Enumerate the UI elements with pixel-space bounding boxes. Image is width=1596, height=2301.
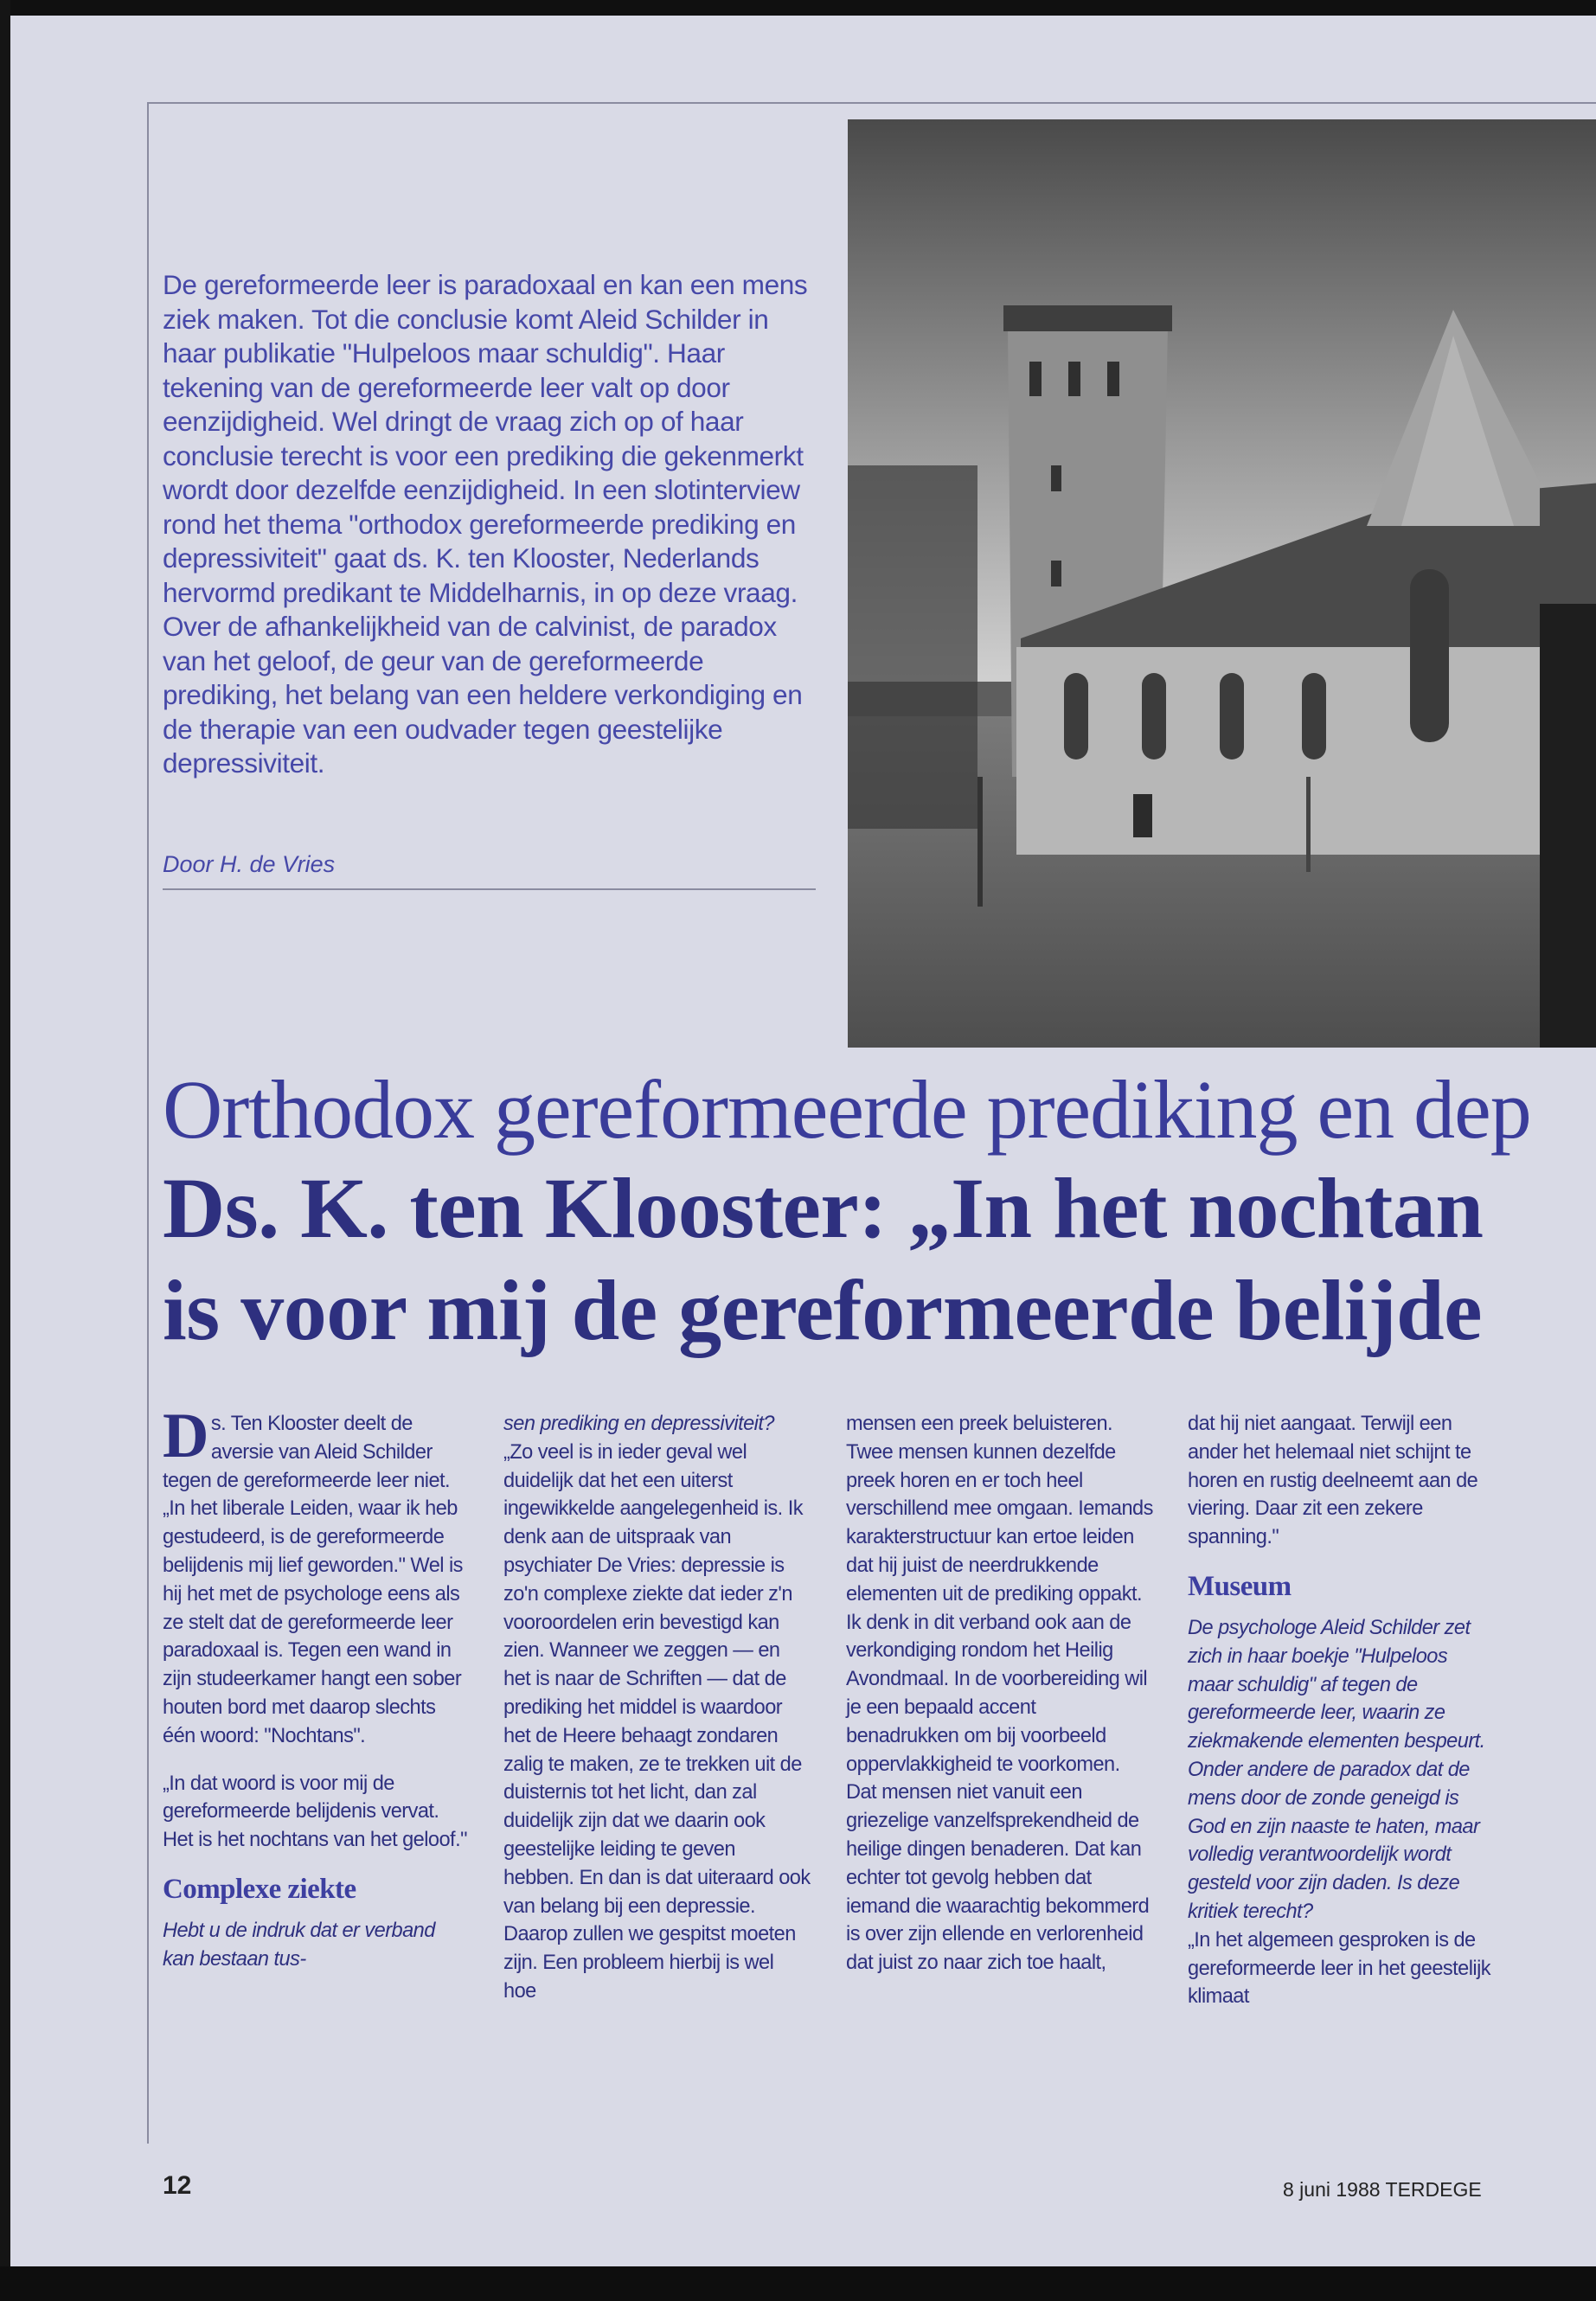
column-1-paragraph-1: s. Ten Klooster deelt de aversie van Aleid Schilder tegen de gereformeerde leer niet. „In het liberale Leiden, waar ik heb gestudeerd, is de gereformeerde belijdenis mij lief geworden." Wel is hij het met de psychologe eens als ze stelt dat de gereformeerde leer paradoxaal is. Tegen een wand in zijn studeerkamer hangt een sober houten bord met daarop slechts één woord: "Nochtans".	[163, 1413, 463, 1747]
column-4-paragraph-1: dat hij niet aangaat. Terwijl een ander het helemaal niet schijnt te horen en rustig deelneemt aan de viering. Daar zit een zekere spanning."	[1188, 1413, 1478, 1549]
column-3-paragraph-1: mensen een preek beluisteren. Twee mensen kunnen dezelfde preek horen en er toch heel verschillend mee omgaan. Iemands karakterstructuur kan ertoe leiden dat hij juist de neerdrukkende elementen uit de prediking oppakt.	[846, 1413, 1153, 1606]
intro-divider	[163, 888, 816, 890]
column-1-paragraph-2: „In dat woord is voor mij de gereformeerde belijdenis vervat. Het is het nochtans van het geloof."	[163, 1772, 467, 1852]
article-column-4	[1188, 1410, 1495, 2011]
column-4-question: De psychologe Aleid Schilder zet zich in haar boekje "Hulpeloos maar schuldig" af tegen de gereformeerde leer, waarin ze ziekmakende elementen bespeurt. Onder andere de paradox dat de mens door de zonde geneigd is God en zijn naaste te haten, maar volledig verantwoordelijk wordt gesteld voor zijn daden. Is deze kritiek terecht?	[1188, 1616, 1485, 1923]
scan-edge-bottom	[0, 2266, 1596, 2301]
page-number: 12	[163, 2171, 192, 2200]
column-4-paragraph-2: „In het algemeen gesproken is de gereformeerde leer in het geestelijk klimaat	[1188, 1928, 1491, 2009]
article-column-2	[503, 1410, 811, 2006]
article-column-1	[163, 1400, 470, 1974]
headline	[163, 1157, 1483, 1362]
byline: Door H. de Vries	[163, 851, 336, 877]
scan-edge-left	[0, 0, 10, 2301]
issue-dateline: 8 juni 1988 TERDEGE	[1283, 2178, 1482, 2201]
column-2-question: sen prediking en depressiviteit?	[503, 1413, 774, 1435]
column-1-question: Hebt u de indruk dat er verband kan bestaan tus-	[163, 1919, 435, 1971]
frame-rule-left	[147, 102, 149, 2144]
headline-line-1: Ds. K. ten Klooster: „In het nochtan	[163, 1160, 1484, 1256]
article-column-3	[846, 1410, 1153, 1977]
subheading-complexe-ziekte: Complexe ziekte	[163, 1873, 356, 1905]
frame-rule-top	[147, 102, 1596, 104]
headline-line-2: is voor mij de gereformeerde belijde	[163, 1262, 1483, 1358]
subheading-museum: Museum	[1188, 1570, 1292, 1602]
intro-text: De gereformeerde leer is paradoxaal en kan een mens ziek maken. Tot die conclusie komt Aleid Schilder in haar publikatie "Hulpeloos maar schuldig". Haar tekening van de gereformeerde leer valt op door eenzijdigheid. Wel dringt de vraag zich op of haar conclusie terecht is voor een prediking die gekenmerkt wordt door dezelfde eenzijdigheid. In een slotinterview rond het thema "orthodox gereformeerde prediking en depressiviteit" gaat ds. K. ten Klooster, Nederlands hervormd predikant te Middelharnis, in op deze vraag. Over de afhankelijkheid van de calvinist, de paradox van het geloof, de geur van de gereformeerde prediking, het belang van een heldere verkondiging en de therapie van een oudvader tegen geestelijke depressiviteit.	[163, 269, 808, 779]
scan-edge-top	[0, 0, 1596, 16]
drop-cap: D	[163, 1400, 208, 1471]
kicker-title: Orthodox gereformeerde prediking en dep	[163, 1063, 1531, 1156]
column-3-paragraph-2: Ik denk in dit verband ook aan de verkondiging rondom het Heilig Avondmaal. In de voorbereiding wil je een bepaald accent benadrukken om bij voorbeeld oppervlakkigheid te voorkomen. Dat mensen niet vanuit een griezelige vanzelfsprekendheid de heilige dingen benaderen. Dat kan echter tot gevolg hebben dat iemand die waarachtig bekommerd is over zijn ellende en verlorenheid dat juist zo naar zich toe haalt,	[846, 1611, 1150, 1975]
church-photo	[848, 119, 1596, 1048]
column-2-paragraph-1: „Zo veel is in ieder geval wel duidelijk dat het een uiterst ingewikkelde aangelegenheid is. Ik denk aan de uitspraak van psychiater De Vries: depressie is zo'n complexe ziekte dat ieder z'n vooroordelen erin bevestigd kan zien. Wanneer we zeggen — en het is naar de Schriften — dat de prediking het middel is waardoor het de Heere behaagt zondaren zalig te maken, ze te trekken uit de duisternis tot het licht, dan zal duidelijk zijn dat we daarin ook geestelijke leiding te geven hebben. En dan is dat uiteraard ook van belang bij een depressie. Daarop zullen we gespitst moeten zijn. Een probleem hierbij is wel hoe	[503, 1440, 811, 2003]
